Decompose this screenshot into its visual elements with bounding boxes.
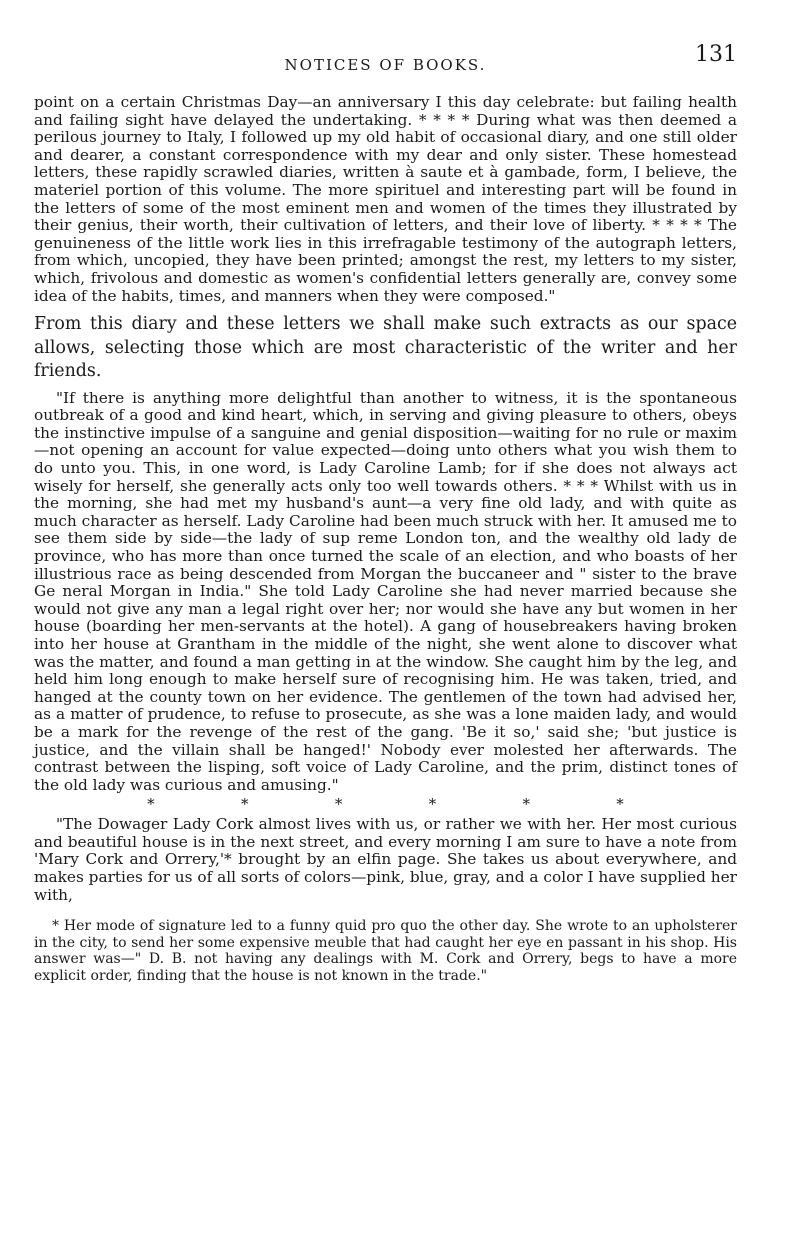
separator-star: * bbox=[616, 795, 624, 814]
separator-star: * bbox=[147, 795, 155, 814]
separator-star: * bbox=[522, 795, 530, 814]
opening-quotation: point on a certain Christmas Day—an anniversary I this day celebrate: but failing health and failing sight have delayed the undertaking. * * * * During what was then deemed a perilous journey to Italy, I followed up my old habit of occasional diary, and one still older and dearer, a constant correspondence with my dear and only sister. These homestead letters, these rapidly scrawled diaries, written à saute et à gambade, form, I believe, the materiel portion of this volume. The more spirituel and interesting part will be found in the letters of some of the most eminent men and women of the times they illustrated by their genius, their worth, their cultivation of letters, and their love of liberty. * * * * The genuineness of the little work lies in this irrefragable testimony of the autograph letters, from which, uncopied, they have been printed; amongst the rest, my letters to my sister, which, frivolous and domestic as women's confidential letters generally are, convey some idea of the habits, times, and manners when they were composed." bbox=[34, 93, 737, 305]
separator-star: * bbox=[240, 795, 249, 814]
running-title: NOTICES OF BOOKS. bbox=[284, 56, 487, 74]
page-number: 131 bbox=[695, 42, 737, 67]
separator-star: * bbox=[428, 795, 437, 814]
running-head bbox=[34, 42, 737, 76]
separator-star: * bbox=[334, 795, 343, 814]
editorial-paragraph: From this diary and these letters we shall make such extracts as our space allows, selecting those which are most characteristic of the writer and her friends. bbox=[34, 314, 737, 382]
quote-lady-caroline: "If there is anything more delightful than another to witness, it is the spontaneous outbreak of a good and kind heart, which, in serving and giving pleasure to others, obeys the instinctive impulse of a sanguine and genial disposition—waiting for no rule or maxim—not opening an account for value expected—doing unto others what you wish them to do unto you. This, in one word, is Lady Caroline Lamb; for if she does not always act wisely for herself, she generally acts only too well towards others. * * * Whilst with us in the morning, she had met my husband's aunt—a very fine old lady, and with quite as much character as herself. Lady Caroline had been much struck with her. It amused me to see them side by side—the lady of sup reme London ton, and the wealthy old lady de province, who has more than once turned the scale of an election, and who boasts of her illustrious race as being descended from Morgan the buccaneer and " sister to the brave Ge neral Morgan in India." She told Lady Caroline she had never married because she would not give any man a legal right over her; nor would she have any but women in her house (boarding her men-servants at the hotel). A gang of housebreakers having broken into her house at Grantham in the middle of the night, she went alone to discover what was the matter, and found a man getting in at the window. She caught him by the leg, and held him long enough to make herself sure of recognising him. He was taken, tried, and hanged at the county town on her evidence. The gentlemen of the town had advised her, as a matter of prudence, to refuse to prosecute, as she was a lone maiden lady, and would be a mark for the revenge of the rest of the gang. 'Be it so,' said she; 'but justice is justice, and the villain shall be hanged!' Nobody ever molested her afterwards. The contrast between the lisping, soft voice of Lady Caroline, and the prim, distinct tones of the old lady was curious and amusing." bbox=[34, 388, 737, 794]
footnote: * Her mode of signature led to a funny quid pro quo the other day. She wrote to an upholsterer in the city, to send her some expensive meuble that had caught her eye en passant in his shop. His answer was—" D. B. not having any dealings with M. Cork and Orrery, begs to have a more explicit order, finding that the house is not known in the trade." bbox=[34, 918, 737, 985]
section-separator bbox=[34, 794, 737, 814]
quote-lady-cork: "The Dowager Lady Cork almost lives with us, or rather we with her. Her most curious and beautiful house is in the next street, and every morning I am sure to have a note from 'Mary Cork and Orrery,'* brought by an elfin page. She takes us about everywhere, and makes parties for us of all sorts of colors—pink, blue, gray, and a color I have supplied her with, bbox=[34, 815, 737, 904]
